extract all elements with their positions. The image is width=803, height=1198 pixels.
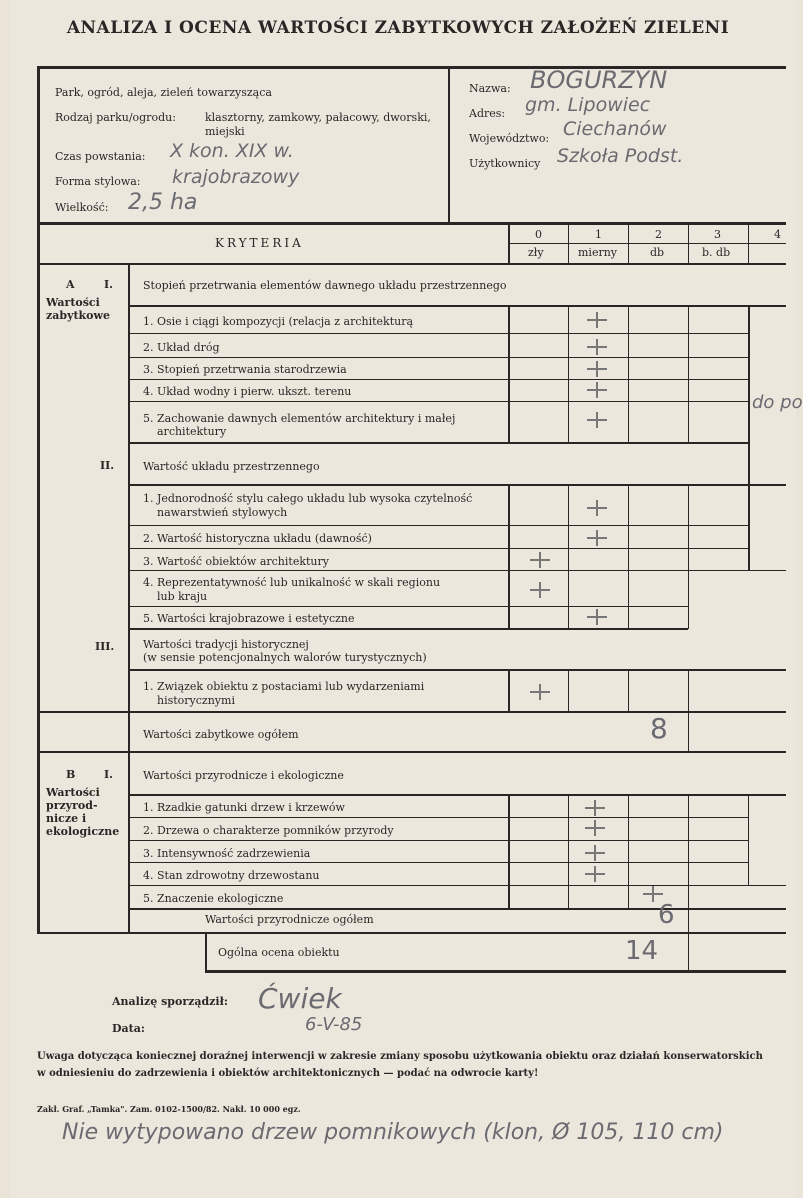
frame-top — [37, 66, 786, 69]
section-b-title: Wartości przyrodnicze i ekologiczne — [143, 769, 344, 782]
scale-2-num: 2 — [655, 228, 662, 241]
grid-col — [568, 305, 569, 443]
col-1-header-left — [568, 222, 569, 265]
park-type-line: Park, ogród, aleja, zieleń towarzysząca — [55, 86, 272, 99]
col-3-header-left — [688, 222, 689, 265]
section-b-item-2: 2. Drzewa o charakterze pomników przyrody — [143, 824, 394, 837]
section-b-item-1: 1. Rzadkie gatunki drzew i krzewów — [143, 801, 345, 814]
section-a-code: A — [66, 278, 75, 291]
group2-item-4-cont: lub kraju — [157, 590, 208, 603]
score-mark — [530, 582, 550, 598]
section-b-item-5: 5. Znaczenie ekologiczne — [143, 892, 284, 905]
row-rule — [130, 333, 748, 334]
scale-3-label: b. db — [702, 246, 731, 259]
grid-col — [688, 305, 689, 443]
scale-0-num: 0 — [535, 228, 542, 241]
adres-value: gm. Lipowiec — [525, 94, 651, 116]
group2-item-3: 3. Wartość obiektów architektury — [143, 555, 329, 568]
scale-1-num: 1 — [595, 228, 602, 241]
grid-col — [568, 669, 569, 712]
czas-label: Czas powstania: — [55, 150, 146, 163]
col-4-header-left — [748, 222, 749, 265]
row-rule — [37, 932, 786, 934]
grid-col — [688, 794, 689, 909]
info-divider — [448, 66, 450, 224]
adres-label: Adres: — [469, 107, 506, 120]
row-rule — [37, 711, 786, 713]
score-mark — [585, 845, 605, 861]
forma-label: Forma stylowa: — [55, 175, 141, 188]
total-col-divider — [688, 713, 689, 751]
score-mark — [530, 684, 550, 700]
overall-col-divider — [688, 934, 689, 970]
score-mark — [587, 530, 607, 546]
scale-1-label: mierny — [578, 246, 618, 259]
row-rule — [37, 751, 786, 753]
analysis-label: Analizę sporządził: — [112, 995, 228, 1008]
scale-header-mid-rule — [508, 243, 786, 244]
row-rule — [130, 401, 748, 402]
uzytkownicy-label: Użytkownicy — [469, 157, 541, 170]
group3-subtitle: (w sensie potencjonalnych walorów turystycznych) — [143, 651, 427, 664]
nazwa-label: Nazwa: — [469, 82, 511, 95]
group1-title: Stopień przetrwania elementów dawnego układu przestrzennego — [143, 279, 507, 292]
grid-col — [508, 794, 510, 909]
score-mark — [587, 412, 607, 428]
row-rule — [130, 357, 748, 358]
section-b-name-4: ekologiczne — [46, 825, 120, 838]
section-a-roman: I. — [104, 278, 113, 291]
overall-bottom — [205, 970, 786, 973]
grid-col — [628, 305, 629, 443]
grid-col — [628, 669, 629, 712]
score-mark — [530, 552, 550, 568]
section-b-roman: I. — [104, 768, 113, 781]
grid-col — [628, 484, 629, 629]
row-rule — [130, 379, 748, 380]
criteria-header-bottom — [37, 263, 786, 265]
rodzaj-options: klasztorny, zamkowy, pałacowy, dworski, — [205, 111, 431, 124]
section-b-name-1: Wartości — [46, 786, 100, 799]
score-mark — [643, 886, 663, 902]
margin-note: do po — [752, 392, 803, 413]
group1-item-4: 4. Układ wodny i pierw. ukszt. terenu — [143, 385, 352, 398]
score-mark — [587, 339, 607, 355]
group2-item-5: 5. Wartości krajobrazowe i estetyczne — [143, 612, 355, 625]
section-a-name: Wartości zabytkowe — [46, 296, 110, 322]
score-mark — [587, 609, 607, 625]
overall-left — [205, 934, 207, 972]
group1-item-2: 2. Układ dróg — [143, 341, 220, 354]
document-title: ANALIZA I OCENA WARTOŚCI ZABYTKOWYCH ZAŁOŻEŃ ZIELENI — [66, 18, 730, 38]
grid-col — [688, 484, 689, 629]
score-mark — [585, 866, 605, 882]
group2-item-1: 1. Jednorodność stylu całego układu lub wysoka czytelność — [143, 492, 473, 505]
date-label: Data: — [112, 1022, 145, 1035]
group1-item-5-cont: architektury — [157, 425, 227, 438]
wojewodztwo-value: Ciechanów — [563, 118, 667, 140]
group3-roman: III. — [95, 640, 115, 653]
row-rule — [130, 442, 748, 444]
score-mark — [587, 312, 607, 328]
wojewodztwo-label: Województwo: — [469, 132, 550, 145]
section-a-total-value: 8 — [650, 712, 668, 745]
scale-2-label: db — [650, 246, 665, 259]
grid-col — [748, 794, 749, 886]
score-mark — [585, 800, 605, 816]
scale-4-num: 4 — [774, 228, 781, 241]
group2-item-2: 2. Wartość historyczna układu (dawność) — [143, 532, 372, 545]
section-b-total-label: Wartości przyrodnicze ogółem — [205, 913, 374, 926]
overall-value: 14 — [625, 936, 659, 966]
grid-col — [628, 794, 629, 909]
section-b-item-4: 4. Stan zdrowotny drzewostanu — [143, 869, 320, 882]
rodzaj-label: Rodzaj parku/ogrodu: — [55, 111, 176, 124]
col-2-header-left — [628, 222, 629, 265]
grid-col — [568, 794, 569, 909]
row-rule — [130, 862, 748, 863]
wielkosc-label: Wielkość: — [55, 201, 109, 214]
wielkosc-value: 2,5 ha — [128, 190, 198, 215]
section-b-total-value: 6 — [658, 900, 675, 930]
group2-title: Wartość układu przestrzennego — [143, 460, 320, 473]
overall-label: Ogólna ocena obiektu — [218, 946, 340, 959]
row-rule — [130, 628, 688, 630]
total-col-divider — [688, 908, 689, 932]
score-mark — [585, 820, 605, 836]
nazwa-value: BOGURZYN — [530, 66, 668, 94]
score-mark — [587, 500, 607, 516]
grid-col — [688, 669, 689, 712]
group2-roman: II. — [100, 459, 115, 472]
section-column-divider — [128, 265, 130, 934]
rodzaj-options-2: miejski — [205, 125, 245, 138]
uzytkownicy-value: Szkoła Podst. — [557, 145, 684, 167]
row-rule — [130, 525, 748, 526]
note-line-1: Uwaga dotycząca koniecznej doraźnej interwencji w zakresie zmiany sposobu użytkowania obiektu oraz działań konserwatorskich — [37, 1051, 763, 1062]
print-info: Zakł. Graf. „Tamka". Zam. 0102-1500/82. Nakł. 10 000 egz. — [37, 1104, 301, 1114]
section-b-name-2: przyrod- — [46, 799, 98, 812]
grid-col — [508, 484, 510, 629]
section-b-item-3: 3. Intensywność zadrzewienia — [143, 847, 311, 860]
grid-col — [748, 305, 750, 571]
handwritten-note: Nie wytypowano drzew pomnikowych (klon, Ø 105, 110 cm) — [62, 1120, 724, 1145]
group3-item-1: 1. Związek obiektu z postaciami lub wydarzeniami — [143, 680, 425, 693]
section-b-name-3: nicze i — [46, 812, 87, 825]
group1-item-3: 3. Stopień przetrwania starodrzewia — [143, 363, 347, 376]
group1-item-5: 5. Zachowanie dawnych elementów architektury i małej — [143, 412, 456, 425]
scale-0-label: zły — [528, 246, 544, 259]
score-mark — [587, 382, 607, 398]
row-rule — [130, 817, 748, 818]
group3-item-1-cont: historycznymi — [157, 694, 235, 707]
row-rule — [130, 548, 748, 549]
grid-col — [508, 305, 510, 443]
frame-left — [37, 66, 40, 934]
row-rule — [130, 840, 748, 841]
forma-value: krajobrazowy — [172, 166, 300, 188]
criteria-header: KRYTERIA — [215, 236, 304, 250]
col-0-header-left — [508, 222, 510, 265]
group2-item-4: 4. Reprezentatywność lub unikalność w skali regionu — [143, 576, 441, 589]
grid-col — [568, 484, 569, 629]
scale-3-num: 3 — [714, 228, 721, 241]
date-value: 6-V-85 — [305, 1014, 363, 1035]
section-b-code: B — [66, 768, 76, 781]
group2-item-1-cont: nawarstwień stylowych — [157, 506, 288, 519]
group3-title: Wartości tradycji historycznej — [143, 638, 309, 651]
analysis-signature: Ćwiek — [258, 982, 342, 1015]
note-line-2: w odniesieniu do zadrzewienia i obiektów architektonicznych — podać na odwrocie karty! — [37, 1068, 539, 1079]
row-rule — [130, 606, 688, 607]
group1-item-1: 1. Osie i ciągi kompozycji (relacja z architekturą — [143, 315, 414, 328]
info-bottom-rule — [37, 222, 786, 225]
score-mark — [587, 361, 607, 377]
section-a-total-label: Wartości zabytkowe ogółem — [143, 728, 299, 741]
czas-value: X kon. XIX w. — [170, 140, 294, 162]
grid-col — [508, 669, 510, 712]
